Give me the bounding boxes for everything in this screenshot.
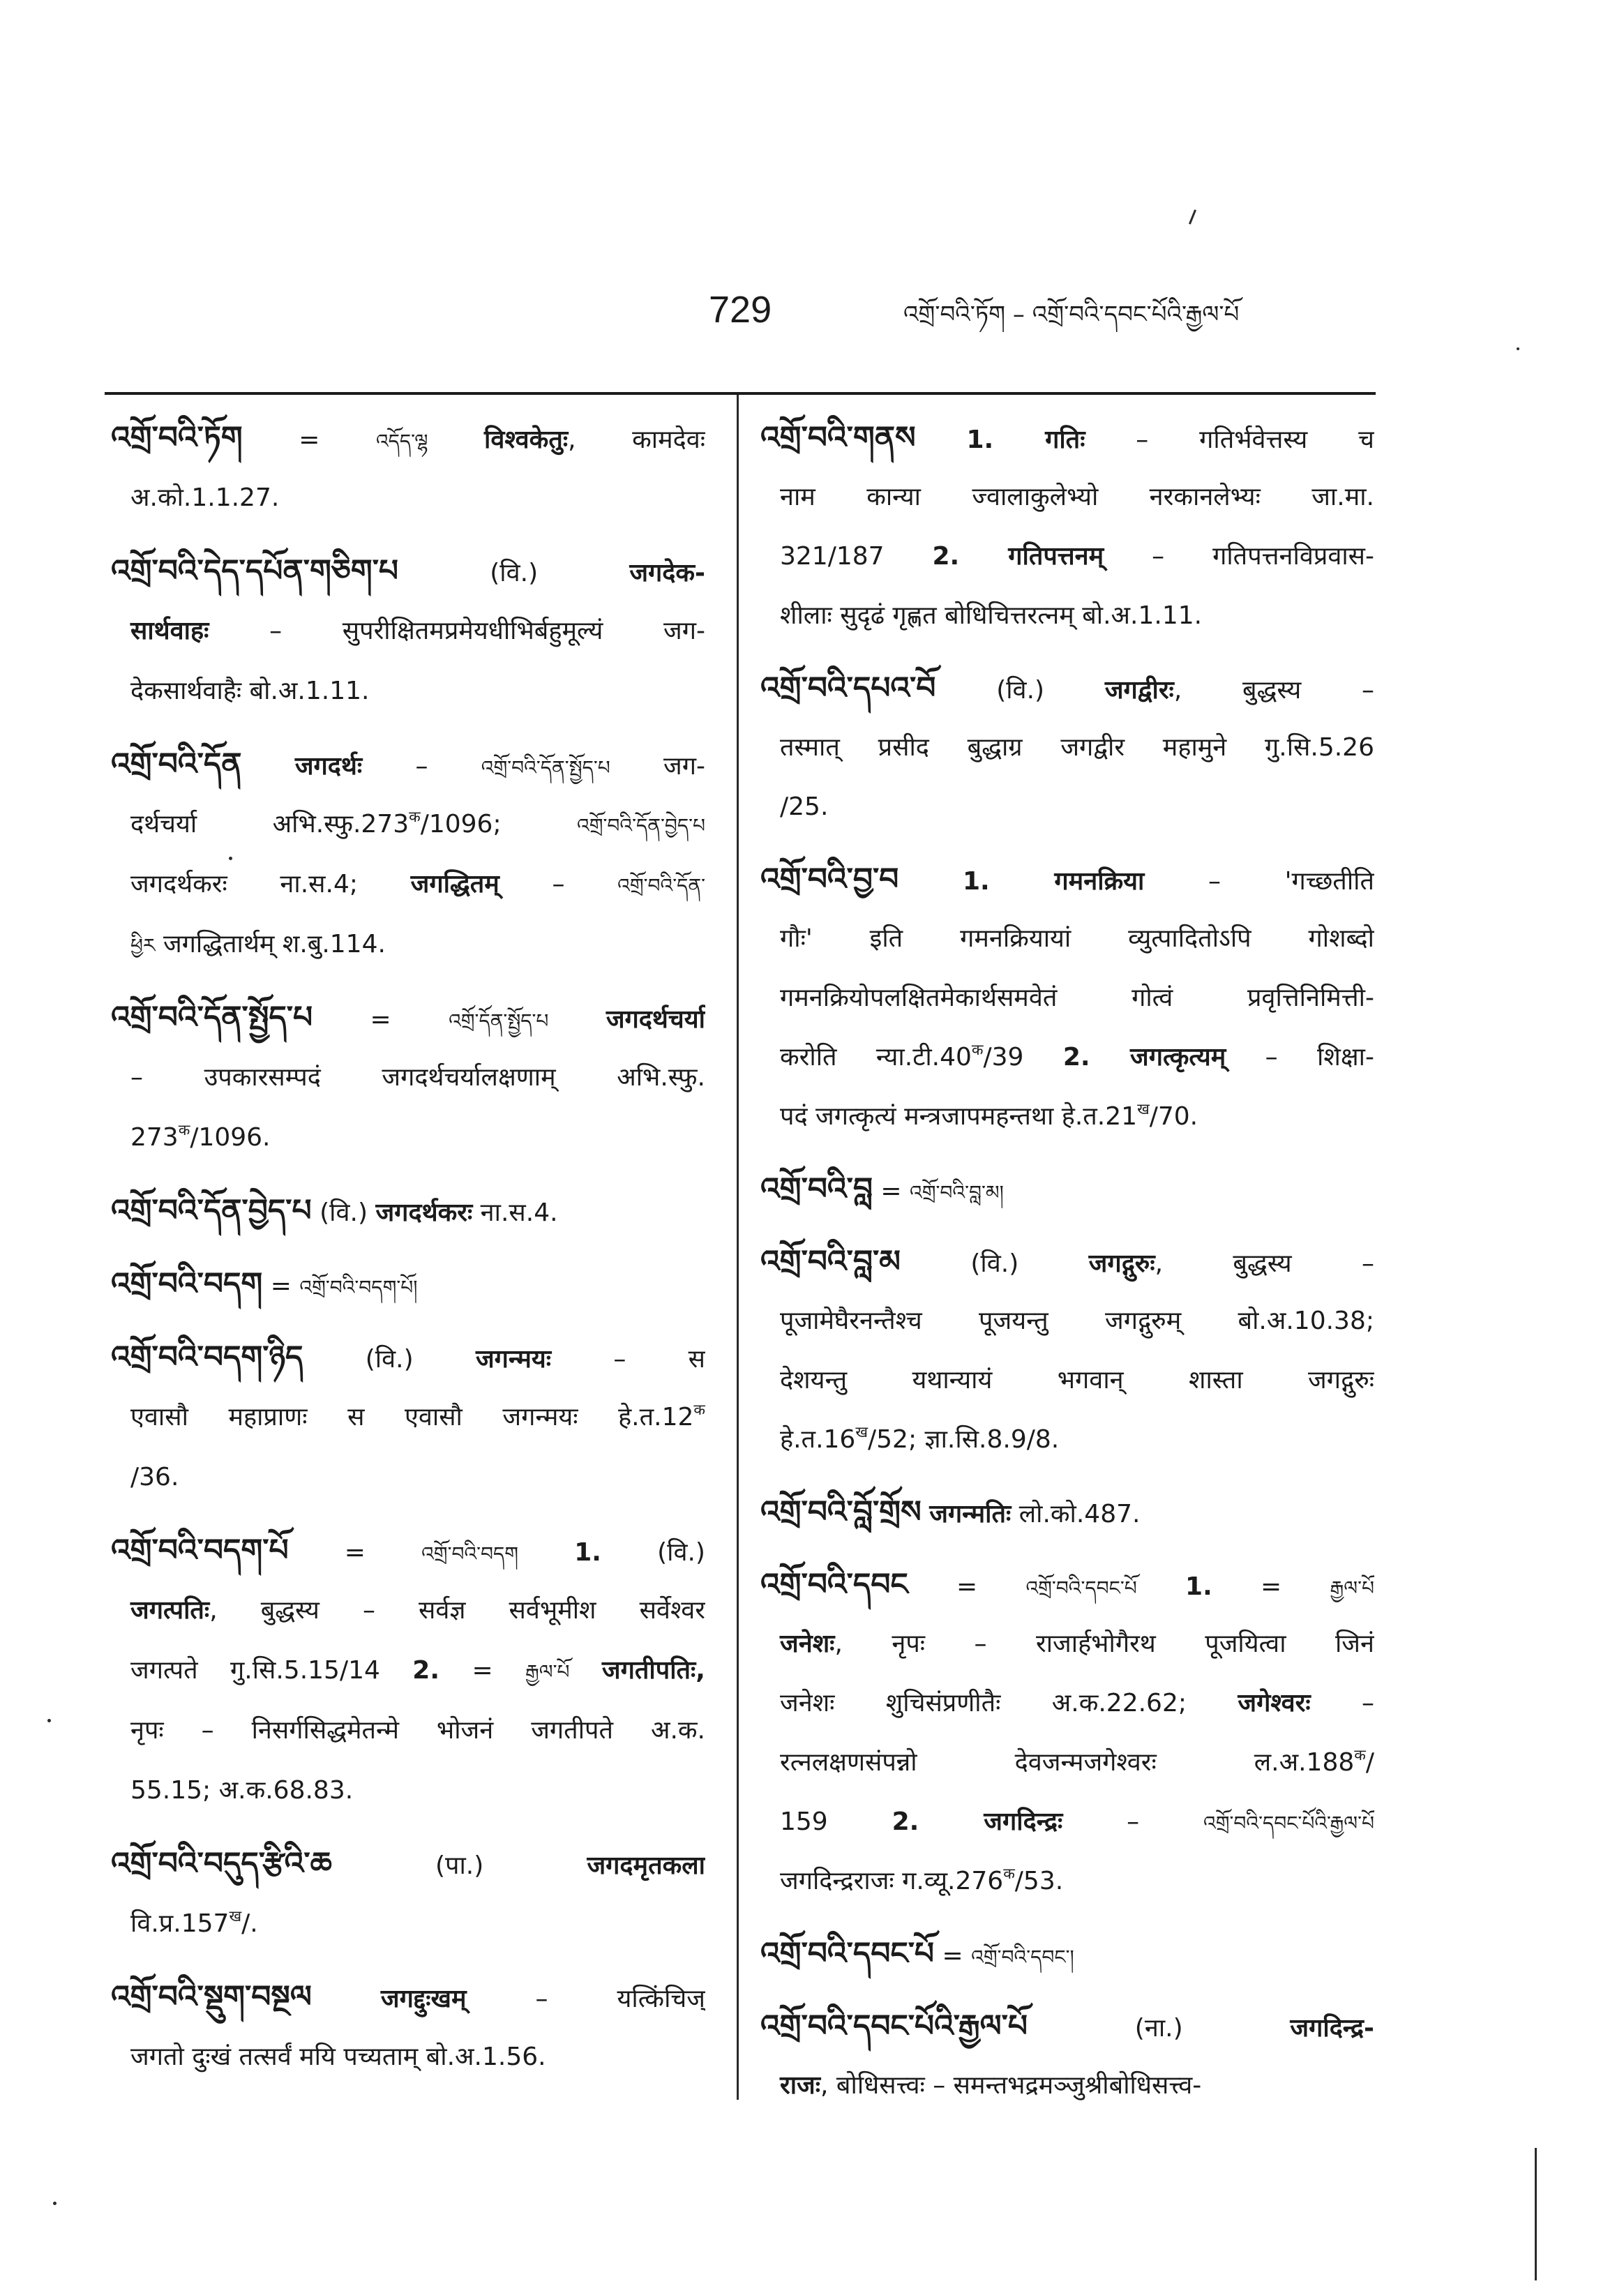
entry-text: जनेशः शुचिसंप्रणीतैः अ.क.22.62;	[780, 1689, 1187, 1717]
headword: འགྲོ་བའི་དེད་དཔོན་གཅིག་པ	[111, 553, 399, 589]
headword: འགྲོ་བའི་དབང	[760, 1567, 908, 1602]
entry-line	[760, 1482, 1374, 1542]
dictionary-entry	[760, 1159, 1374, 1219]
headword: འགྲོ་བའི་དབང་པོ	[760, 1936, 935, 1971]
sanskrit-term: जगदर्थकरः	[375, 1198, 473, 1227]
sanskrit-term: जगदमृतकला	[587, 1851, 705, 1880]
entry-line	[760, 1291, 1374, 1351]
folio-superscript: क	[1354, 1746, 1366, 1764]
sanskrit-term: जगद्वीरः	[1104, 676, 1174, 705]
entry-line	[760, 1614, 1374, 1674]
folio-superscript: ख	[1137, 1100, 1150, 1118]
entry-line	[111, 468, 705, 528]
entry-text: /53.	[1014, 1867, 1064, 1895]
entry-text: , बुद्धस्य –	[1155, 1249, 1374, 1278]
entry-text: =	[299, 426, 320, 454]
entry-line	[760, 1924, 1374, 1983]
tibetan-equivalent: འགྲོ་བའི་དབང་།	[971, 1946, 1074, 1969]
tibetan-equivalent: འགྲོ་བའི་བདག	[421, 1542, 519, 1565]
entry-text: /.	[241, 1909, 258, 1938]
entry-text: /1096;	[420, 810, 502, 839]
sanskrit-term: जगद्धितम्	[410, 870, 499, 899]
entry-text: देशयन्तु यथान्यायं भगवान् शास्ता जगद्गुरुः	[780, 1366, 1374, 1394]
entry-line	[760, 850, 1374, 909]
entry-text: – स	[613, 1345, 705, 1374]
tibetan-equivalent: རྒྱལ་པོ	[525, 1660, 570, 1683]
entry-line	[760, 1087, 1374, 1146]
dictionary-entry	[111, 541, 705, 721]
folio-superscript: क	[409, 808, 421, 826]
sanskrit-term: जगदेक-	[629, 559, 705, 587]
sanskrit-term: 1.	[1185, 1572, 1212, 1601]
entry-line	[111, 541, 705, 601]
headword: འགྲོ་བའི་དབང་པོའི་རྒྱལ་པོ	[760, 2008, 1028, 2044]
sanskrit-term: 1. गतिः	[966, 426, 1085, 454]
entry-text: – गतिपत्तनविप्रवास-	[1152, 542, 1374, 571]
folio-superscript: क	[971, 1041, 984, 1059]
entry-text: /36.	[130, 1463, 179, 1491]
sanskrit-term: जगन्मयः	[475, 1345, 552, 1374]
entry-text: जग-	[663, 752, 705, 781]
dictionary-entry	[760, 1482, 1374, 1542]
entry-line	[111, 601, 705, 661]
entry-text: वि.प्र.157	[130, 1909, 230, 1938]
entry-text: नृपः – निसर्गसिद्धमेतन्मे भोजनं जगतीपते अ.क.	[130, 1716, 705, 1745]
entry-text: =	[344, 1538, 366, 1567]
entry-text: – सुपरीक्षितमप्रमेयधीभिर्बहुमूल्यं जग-	[269, 617, 705, 645]
entry-text: (वि.)	[970, 1249, 1019, 1278]
dictionary-entry	[760, 850, 1374, 1146]
entry-line	[111, 855, 705, 915]
entry-line	[111, 1181, 705, 1241]
column-divider	[737, 395, 739, 2100]
entry-text: जगदिन्द्रराजः ग.व्यू.276	[780, 1867, 1004, 1895]
folio-superscript: ख	[855, 1423, 869, 1441]
sanskrit-term: 2. जगदिन्द्रः	[892, 1807, 1063, 1836]
entry-text: जगत्पते गु.सि.5.15/14	[130, 1656, 380, 1685]
entry-text: (वि.)	[996, 676, 1045, 705]
entry-text: गमनक्रियोपलक्षितमेकार्थसमवेतं गोत्वं प्रवृत्तिनिमित्ती-	[780, 984, 1374, 1012]
headword: འགྲོ་བའི་བླ་མ	[760, 1244, 901, 1279]
dictionary-entry	[760, 659, 1374, 836]
headword: འགྲོ་བའི་སྡུག་བསྔལ	[111, 1979, 312, 2015]
entry-line	[760, 586, 1374, 645]
entry-text: करोति न्या.टी.40	[780, 1043, 972, 1072]
sanskrit-term: सार्थवाहः	[130, 617, 209, 645]
entry-line	[111, 1254, 705, 1314]
entry-line	[111, 1521, 705, 1581]
entry-line	[760, 2056, 1374, 2115]
tibetan-equivalent: ཕྱིར	[130, 934, 156, 957]
entry-text: एवासौ महाप्राणः स एवासौ जगन्मयः हे.त.12	[130, 1403, 694, 1431]
headword: འགྲོ་བའི་དོན་བྱེད་པ	[111, 1193, 312, 1228]
right-column	[760, 408, 1374, 2115]
folio-superscript: क	[178, 1121, 190, 1139]
header-rule	[105, 392, 1376, 395]
headword: འགྲོ་བའི་གནས	[760, 420, 916, 456]
dictionary-entry	[760, 1555, 1374, 1911]
dictionary-entry	[111, 988, 705, 1168]
sanskrit-term: जगदर्थः	[294, 752, 363, 781]
entry-text: /70.	[1149, 1102, 1198, 1131]
headword: འགྲོ་བའི་བྱ་བ	[760, 862, 899, 897]
dictionary-entry	[111, 1181, 705, 1241]
headword: འགྲོ་བའི་བློ་གྲོས	[760, 1494, 922, 1530]
entry-text: =	[270, 1272, 292, 1300]
entry-text: =	[956, 1572, 978, 1601]
entry-line	[111, 795, 705, 855]
entry-text: , बुद्धस्य – सर्वज्ञ सर्वभूमीश सर्वेश्वर	[209, 1596, 705, 1625]
entry-line	[111, 1701, 705, 1761]
entry-text: – उपकारसम्पदं जगदर्थचर्यालक्षणाम् अभि.स्फु.	[130, 1063, 705, 1092]
tibetan-equivalent: འགྲོ་བའི་དོན་བྱེད་པ	[577, 814, 705, 837]
entry-text: पूजामेघैरनन्तैश्च पूजयन्तु जगद्गुरुम् बो.अ.10.38;	[780, 1307, 1374, 1335]
dictionary-entry	[760, 1232, 1374, 1469]
entry-line	[111, 1448, 705, 1508]
entry-text: (वि.)	[657, 1538, 705, 1567]
sanskrit-term: जनेशः	[780, 1630, 835, 1658]
entry-text: (वि.)	[365, 1345, 414, 1374]
sanskrit-term: जगदर्थचर्या	[606, 1005, 705, 1034]
tibetan-equivalent: འགྲོ་བའི་བདག་པོ།	[299, 1276, 418, 1299]
entry-line	[111, 408, 705, 468]
entry-text: 273	[130, 1123, 179, 1152]
scan-speck	[1517, 347, 1519, 350]
entry-text: /39	[983, 1043, 1024, 1072]
entry-text: /52; ज्ञा.सि.8.9/8.	[868, 1425, 1060, 1454]
entry-line	[760, 777, 1374, 836]
entry-text: /1096.	[190, 1123, 271, 1152]
entry-line	[760, 1851, 1374, 1911]
entry-text: –	[1362, 1689, 1374, 1717]
sanskrit-term: जगेश्वरः	[1238, 1689, 1311, 1717]
entry-text: – 'गच्छतीति	[1208, 867, 1374, 896]
entry-text: देकसार्थवाहैः बो.अ.1.11.	[130, 677, 370, 705]
entry-line	[111, 1328, 705, 1388]
tibetan-equivalent: འགྲོ་བའི་དབང་པོའི་རྒྱལ་པོ	[1203, 1812, 1374, 1835]
entry-text: शीलाः सुदृढं गृह्णत बोधिचित्तरत्नम् बो.अ.1.11.	[780, 601, 1203, 630]
entry-text: (वि.)	[319, 1198, 368, 1227]
scan-speck	[1189, 209, 1196, 225]
dictionary-entry	[760, 1997, 1374, 2115]
entry-line	[760, 1674, 1374, 1733]
entry-text: जगद्धितार्थम् श.बु.114.	[163, 930, 386, 958]
dictionary-entry	[760, 408, 1374, 645]
headword: འགྲོ་བའི་བདག་པོ	[111, 1533, 289, 1568]
sanskrit-term: 1. गमनक्रिया	[962, 867, 1145, 896]
entry-text: 55.15; अ.क.68.83.	[130, 1776, 354, 1805]
entry-line	[111, 915, 705, 975]
entry-text: –	[552, 870, 565, 899]
entry-line	[111, 1048, 705, 1108]
entry-text: =	[370, 1005, 391, 1034]
entry-text: 159	[780, 1807, 828, 1836]
scan-speck	[47, 1719, 51, 1722]
folio-superscript: क	[693, 1401, 705, 1419]
entry-line	[111, 988, 705, 1048]
headword: འགྲོ་བའི་ཏོག	[111, 420, 243, 456]
entry-text: /25.	[780, 792, 829, 821]
dictionary-entry	[111, 1254, 705, 1314]
page-number: 729	[709, 289, 772, 331]
entry-text: , बुद्धस्य –	[1173, 676, 1374, 705]
entry-text: , बोधिसत्त्वः – समन्तभद्रमञ्जुश्रीबोधिसत्त्व-	[820, 2071, 1202, 2100]
folio-superscript: ख	[229, 1907, 242, 1925]
entry-line	[760, 659, 1374, 718]
entry-line	[760, 408, 1374, 467]
entry-line	[760, 1232, 1374, 1291]
sanskrit-term: 1.	[574, 1538, 601, 1567]
entry-text: =	[880, 1177, 902, 1205]
entry-text: पदं जगत्कृत्यं मन्त्रजापमहन्तथा हे.त.21	[780, 1102, 1138, 1131]
entry-line	[111, 735, 705, 795]
entry-text: जगदर्थकरः ना.स.4;	[130, 870, 358, 899]
headword: འགྲོ་བའི་དོན	[111, 746, 242, 782]
entry-line	[111, 1834, 705, 1894]
entry-line	[111, 1967, 705, 2027]
entry-text: जगतो दुःखं तत्सर्वं मयि पच्यताम् बो.अ.1.56.	[130, 2043, 546, 2071]
headword: འགྲོ་བའི་བདག་ཉིད	[111, 1339, 303, 1375]
entry-text: अ.को.1.1.27.	[130, 483, 280, 512]
sanskrit-term: 2.	[412, 1656, 440, 1685]
entry-text: –	[415, 752, 428, 781]
entry-text: दर्थचर्या अभि.स्फु.273	[130, 810, 409, 839]
entry-line	[760, 1159, 1374, 1219]
tibetan-equivalent: འགྲོ་བའི་དོན་སྤྱོད་པ	[481, 756, 610, 779]
scan-speck	[229, 857, 232, 860]
entry-line	[760, 1410, 1374, 1469]
entry-line	[760, 1792, 1374, 1851]
sanskrit-term: जगन्मतिः	[929, 1500, 1012, 1528]
entry-line	[760, 527, 1374, 586]
entry-line	[760, 1733, 1374, 1792]
entry-text: तस्मात् प्रसीद बुद्धाग्र जगद्वीर महामुने गु.सि.5.26	[780, 733, 1374, 762]
tibetan-equivalent: རྒྱལ་པོ	[1330, 1577, 1374, 1600]
entry-text: (पा.)	[435, 1851, 484, 1880]
entry-line	[111, 1388, 705, 1448]
tibetan-equivalent: འདོད་ལྷ	[375, 430, 428, 453]
entry-text: (वि.)	[490, 559, 539, 587]
entry-text: नाम कान्या ज्वालाकुलेभ्यो नरकानलेभ्यः जा.मा.	[780, 483, 1374, 511]
entry-line	[760, 1555, 1374, 1614]
entry-text: गौः' इति गमनक्रियायां व्युत्पादितोऽपि गोशब्दो	[780, 924, 1374, 953]
headword: འགྲོ་བའི་བདག	[111, 1266, 263, 1302]
entry-line	[111, 1108, 705, 1168]
left-column	[111, 408, 705, 2087]
sanskrit-term: विश्वकेतुः	[484, 426, 569, 454]
dictionary-entry	[111, 1834, 705, 1954]
headword: འགྲོ་བའི་བདུད་རྩིའི་ཆ	[111, 1846, 332, 1881]
entry-line	[760, 1997, 1374, 2056]
dictionary-entry	[111, 735, 705, 975]
scan-speck	[53, 2202, 57, 2205]
running-head: འགྲོ་བའི་ཏོག – འགྲོ་བའི་དབང་པོའི་རྒྱལ་པོ	[903, 301, 1240, 329]
headword: འགྲོ་བའི་དོན་སྤྱོད་པ	[111, 1000, 313, 1035]
sanskrit-term: जगत्पतिः	[130, 1596, 210, 1625]
sanskrit-term: 2. जगत्कृत्यम्	[1062, 1043, 1226, 1072]
sanskrit-term: 2. गतिपत्तनम्	[932, 542, 1104, 571]
dictionary-entry	[760, 1924, 1374, 1983]
entry-line	[760, 467, 1374, 527]
entry-line	[760, 1028, 1374, 1087]
entry-text: , कामदेवः	[568, 426, 705, 454]
entry-text: (ना.)	[1134, 2014, 1183, 2043]
folio-superscript: क	[1003, 1865, 1015, 1883]
sanskrit-term: जगदिन्द्र-	[1290, 2014, 1374, 2043]
entry-text: – गतिर्भवेत्तस्य च	[1136, 426, 1374, 454]
entry-line	[111, 1641, 705, 1701]
entry-line	[760, 968, 1374, 1028]
entry-text: –	[1127, 1807, 1140, 1836]
entry-line	[111, 1894, 705, 1954]
sanskrit-term: जगद्दुःखम्	[380, 1985, 467, 2013]
tibetan-equivalent: འགྲོ་དོན་སྤྱོད་པ	[449, 1009, 549, 1032]
tibetan-equivalent: འགྲོ་བའི་དབང་པོ	[1025, 1577, 1137, 1600]
entry-line	[760, 1351, 1374, 1410]
entry-text: ना.स.4.	[480, 1198, 558, 1227]
headword: འགྲོ་བའི་བླ	[760, 1171, 873, 1207]
entry-text: =	[942, 1941, 963, 1970]
entry-text: लो.को.487.	[1018, 1500, 1141, 1528]
entry-text: =	[472, 1656, 493, 1685]
tibetan-equivalent: འགྲོ་བའི་དོན་	[617, 874, 705, 897]
dictionary-entry	[111, 1328, 705, 1508]
entry-text: , नृपः – राजार्हभोगैरथ पूजयित्वा जिनं	[834, 1630, 1374, 1658]
dictionary-entry	[111, 1521, 705, 1821]
entry-text: – शिक्षा-	[1265, 1043, 1374, 1072]
dictionary-entry	[111, 408, 705, 528]
entry-line	[111, 1761, 705, 1821]
entry-line	[760, 718, 1374, 777]
tibetan-equivalent: འགྲོ་བའི་བླ་མ།	[910, 1181, 1004, 1204]
entry-line	[111, 1581, 705, 1641]
entry-text: रत्नलक्षणसंपन्नो देवजन्मजगेश्वरः ल.अ.188	[780, 1748, 1355, 1777]
entry-line	[111, 661, 705, 721]
dictionary-entry	[111, 1967, 705, 2087]
headword: འགྲོ་བའི་དཔའ་བོ	[760, 670, 936, 706]
sanskrit-term: राजः	[780, 2071, 821, 2100]
sanskrit-term: जगतीपतिः,	[601, 1656, 705, 1685]
entry-line	[760, 909, 1374, 968]
entry-text: हे.त.16	[780, 1425, 856, 1454]
entry-text: =	[1261, 1572, 1282, 1601]
entry-line	[111, 2027, 705, 2087]
sanskrit-term: जगद्गुरुः	[1088, 1249, 1155, 1278]
entry-text: /	[1365, 1748, 1374, 1777]
scan-edge-line	[1535, 2148, 1537, 2280]
entry-text: 321/187	[780, 542, 885, 571]
entry-text: – यत्किंचिज्	[535, 1985, 705, 2013]
